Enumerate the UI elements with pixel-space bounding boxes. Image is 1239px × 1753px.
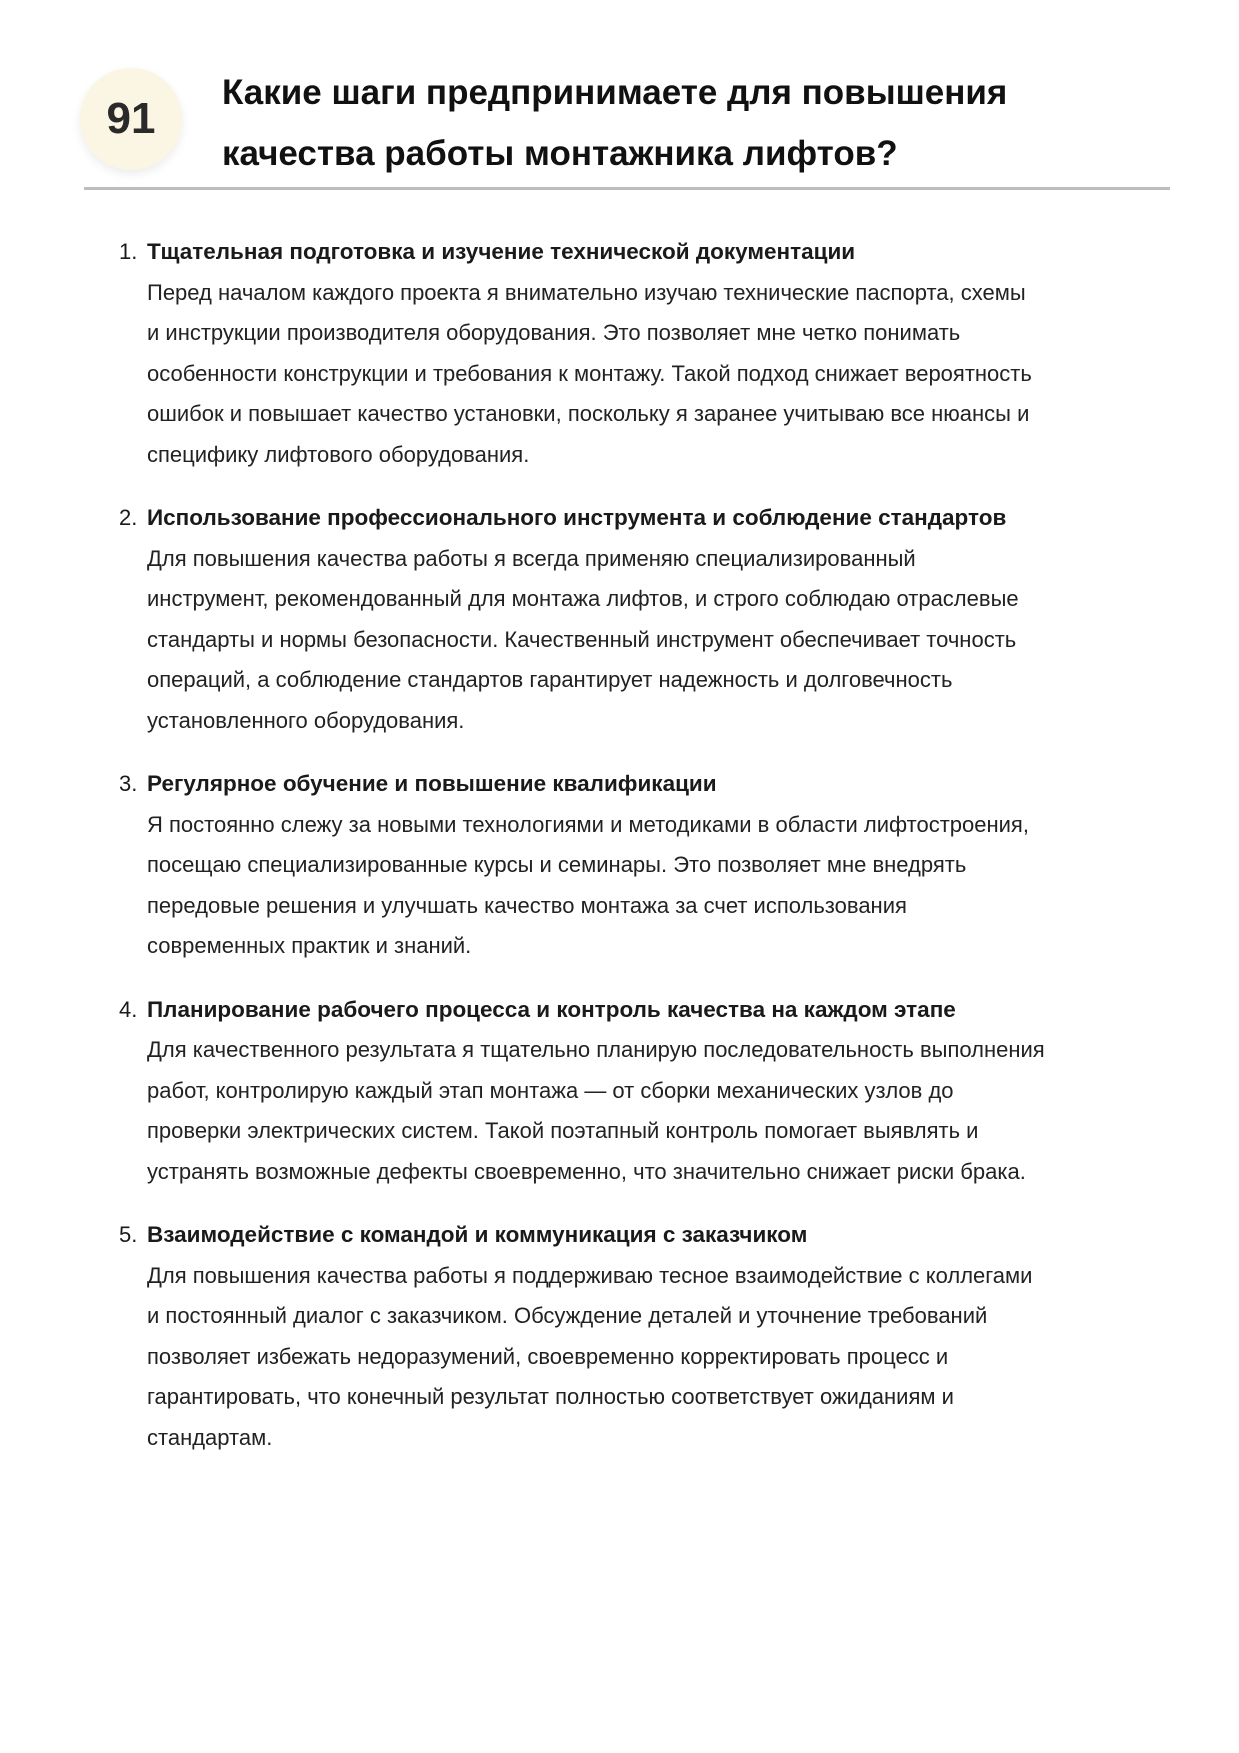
item-number: 4. — [119, 996, 138, 1022]
item-body-line: операций, а соблюдение стандартов гарантирует надежность и долговечность — [147, 667, 953, 692]
item-number: 1. — [119, 239, 138, 264]
item-body-line: Для повышения качества работы я всегда применяю специализированный — [147, 545, 916, 571]
item-body-line: и инструкции производителя оборудования. Это позволяет мне четко понимать — [147, 320, 961, 345]
item-body-line: специфику лифтового оборудования. — [147, 441, 530, 467]
item-body-line: гарантировать, что конечный результат полностью соответствует ожиданиям и — [147, 1384, 954, 1409]
item-body-line: передовые решения и улучшать качество монтажа за счет использования — [147, 892, 907, 918]
list-item — [0, 232, 1239, 475]
item-heading: Использование профессионального инструмента и соблюдение стандартов — [147, 505, 1007, 530]
list-item — [0, 990, 1239, 1193]
item-body-line: ошибок и повышает качество установки, поскольку я заранее учитываю все нюансы и — [147, 401, 1030, 426]
item-body-line: современных практик и знаний. — [147, 933, 472, 958]
item-heading: Регулярное обучение и повышение квалификации — [147, 771, 717, 796]
list-item — [0, 764, 1239, 967]
item-body-line: позволяет избежать недоразумений, своевременно корректировать процесс и — [147, 1343, 949, 1369]
list-item — [0, 498, 1239, 741]
page-title — [222, 62, 1162, 184]
title-divider — [84, 187, 1170, 190]
item-body-line: стандарты и нормы безопасности. Качественный инструмент обеспечивает точность — [147, 626, 1017, 652]
item-number: 5. — [119, 1222, 138, 1247]
item-body-line: стандартам. — [147, 1424, 273, 1450]
item-body-line: посещаю специализированные курсы и семинары. Это позволяет мне внедрять — [147, 852, 967, 877]
answer-list — [0, 232, 1239, 1481]
item-number: 3. — [119, 771, 138, 796]
item-heading: Тщательная подготовка и изучение технической документации — [147, 239, 856, 264]
item-body-line: инструмент, рекомендованный для монтажа лифтов, и строго соблюдаю отраслевые — [147, 586, 1019, 611]
item-heading: Взаимодействие с командой и коммуникация с заказчиком — [147, 1222, 808, 1247]
item-body-line: Я постоянно слежу за новыми технологиями и методиками в области лифтостроения, — [147, 811, 1029, 837]
title-line: Какие шаги предпринимаете для повышения — [222, 73, 1008, 112]
item-body-line: работ, контролирую каждый этап монтажа — от сборки механических узлов до — [147, 1077, 954, 1103]
item-body-line: Для качественного результата я тщательно планирую последовательность выполнения — [147, 1037, 1045, 1062]
title-line: качества работы монтажника лифтов? — [222, 134, 898, 173]
item-body-line: устранять возможные дефекты своевременно, что значительно снижает риски брака. — [147, 1158, 1026, 1184]
item-body-line: и постоянный диалог с заказчиком. Обсуждение деталей и уточнение требований — [147, 1303, 988, 1328]
item-number: 2. — [119, 505, 138, 530]
item-heading: Планирование рабочего процесса и контроль качества на каждом этапе — [147, 996, 956, 1022]
item-body-line: проверки электрических систем. Такой поэтапный контроль помогает выявлять и — [147, 1118, 979, 1143]
item-body-line: Для повышения качества работы я поддерживаю тесное взаимодействие с коллегами — [147, 1262, 1033, 1288]
question-number-badge: 91 — [80, 68, 182, 170]
item-body-line: Перед началом каждого проекта я внимательно изучаю технические паспорта, схемы — [147, 279, 1026, 305]
item-body-line: установленного оборудования. — [147, 707, 465, 733]
item-body-line: особенности конструкции и требования к монтажу. Такой подход снижает вероятность — [147, 360, 1032, 386]
list-item — [0, 1215, 1239, 1458]
